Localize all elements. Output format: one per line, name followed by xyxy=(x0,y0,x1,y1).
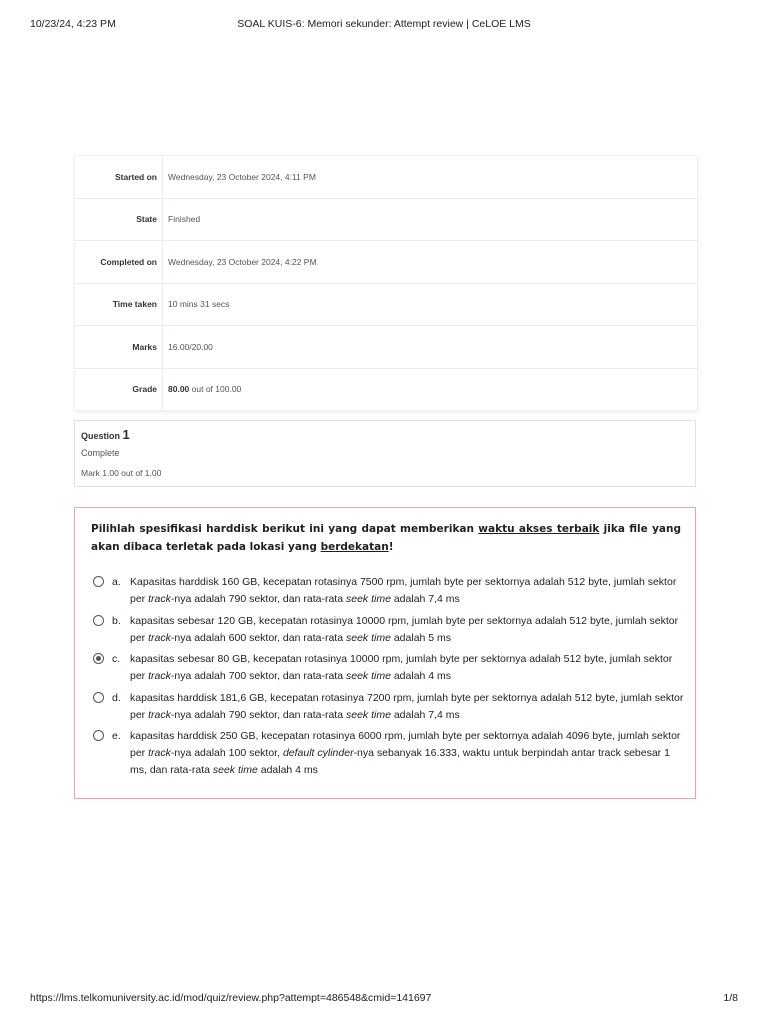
summary-label: Completed on xyxy=(75,241,163,283)
question-text-part: Pilihlah spesifikasi harddisk berikut ini yang dapat memberikan xyxy=(91,523,479,535)
question-text-part: ! xyxy=(388,541,394,553)
answer-option-c[interactable] xyxy=(91,651,687,685)
summary-value: Finished xyxy=(168,214,201,225)
summary-value: 10 mins 31 secs xyxy=(168,299,230,310)
answer-option-b[interactable] xyxy=(91,613,687,647)
option-letter: d. xyxy=(112,691,121,704)
question-text-part: jika file yang akan dibaca terletak pada lokasi yang xyxy=(91,523,681,553)
summary-row-grade xyxy=(75,369,697,411)
option-letter: a. xyxy=(112,576,121,588)
summary-value: 16.00/20.00 xyxy=(168,341,213,352)
option-letter: e. xyxy=(112,730,121,742)
answer-options xyxy=(91,574,687,784)
summary-row-started xyxy=(75,156,697,199)
question-state: Complete xyxy=(81,448,120,458)
radio-button[interactable] xyxy=(93,692,104,703)
print-url: https://lms.telkomuniversity.ac.id/mod/quiz/review.php?attempt=486548&cmid=141697 xyxy=(30,992,432,1004)
radio-button-checked[interactable] xyxy=(93,653,104,664)
question-info-panel xyxy=(74,420,696,487)
summary-label: Marks xyxy=(75,326,163,368)
radio-button[interactable] xyxy=(93,615,104,626)
option-text: kapasitas harddisk 250 GB, kecepatan rotasinya 6000 rpm, jumlah byte per sektornya adalah 4096 byte, jumlah sektor per track-nya adalah 100 sektor, default cylinder-nya sebanyak 16.333, waktu untuk berpindah antar track sebesar 1 ms, dan rata-rata seek time adalah 4 ms xyxy=(130,730,681,776)
summary-value: Wednesday, 23 October 2024, 4:22 PM xyxy=(168,256,317,267)
answer-option-e[interactable] xyxy=(91,728,687,779)
question-mark: Mark 1.00 out of 1.00 xyxy=(81,468,162,478)
option-text: Kapasitas harddisk 160 GB, kecepatan rotasinya 7500 rpm, jumlah byte per sektornya adalah 512 byte, jumlah sektor per track-nya adalah 790 sektor, dan rata-rata seek time adalah 7,4 ms xyxy=(130,576,677,605)
summary-row-completed xyxy=(75,241,697,284)
summary-label: Grade xyxy=(75,369,163,411)
summary-value xyxy=(163,384,241,394)
question-text-emphasis: waktu akses terbaik xyxy=(478,523,600,535)
attempt-summary-table xyxy=(74,155,698,411)
option-text: kapasitas sebesar 80 GB, kecepatan rotasinya 10000 rpm, jumlah byte per sektornya adalah 512 byte, jumlah sektor per track-nya adalah 700 sektor, dan rata-rata seek time adalah 4 ms xyxy=(130,653,673,682)
answer-option-d[interactable] xyxy=(91,690,687,724)
question-content xyxy=(74,507,696,799)
print-title: SOAL KUIS-6: Memori sekunder: Attempt review | CeLOE LMS xyxy=(237,18,531,30)
option-letter: c. xyxy=(112,653,121,665)
print-page-number: 1/8 xyxy=(723,992,738,1004)
summary-value: Wednesday, 23 October 2024, 4:11 PM xyxy=(168,171,316,182)
question-text xyxy=(91,520,681,556)
option-text: kapasitas sebesar 120 GB, kecepatan rotasinya 10000 rpm, jumlah byte per sektornya adalah 512 byte, jumlah sektor per track-nya adalah 600 sektor, dan rata-rata seek time adalah 5 ms xyxy=(130,614,679,644)
answer-option-a[interactable] xyxy=(91,574,687,608)
grade-out-of: out of 100.00 xyxy=(189,384,242,395)
summary-label: State xyxy=(75,199,163,241)
radio-button[interactable] xyxy=(93,576,104,587)
question-text-emphasis: berdekatan xyxy=(320,541,389,553)
summary-label: Started on xyxy=(75,156,163,198)
radio-button[interactable] xyxy=(93,730,104,741)
summary-label: Time taken xyxy=(75,284,163,326)
grade-score: 80.00 xyxy=(168,384,190,395)
question-number xyxy=(81,427,130,442)
question-label: Question xyxy=(81,431,121,441)
summary-row-time-taken xyxy=(75,284,697,327)
print-datetime: 10/23/24, 4:23 PM xyxy=(30,18,116,30)
summary-row-marks xyxy=(75,326,697,369)
summary-row-state xyxy=(75,199,697,242)
option-letter: b. xyxy=(112,614,121,627)
option-text: kapasitas harddisk 181,6 GB, kecepatan rotasinya 7200 rpm, jumlah byte per sektornya adalah 512 byte, jumlah sektor per track-nya adalah 790 sektor, dan rata-rata seek time adalah 7,4 ms xyxy=(130,691,684,721)
question-number-value: 1 xyxy=(122,427,130,442)
